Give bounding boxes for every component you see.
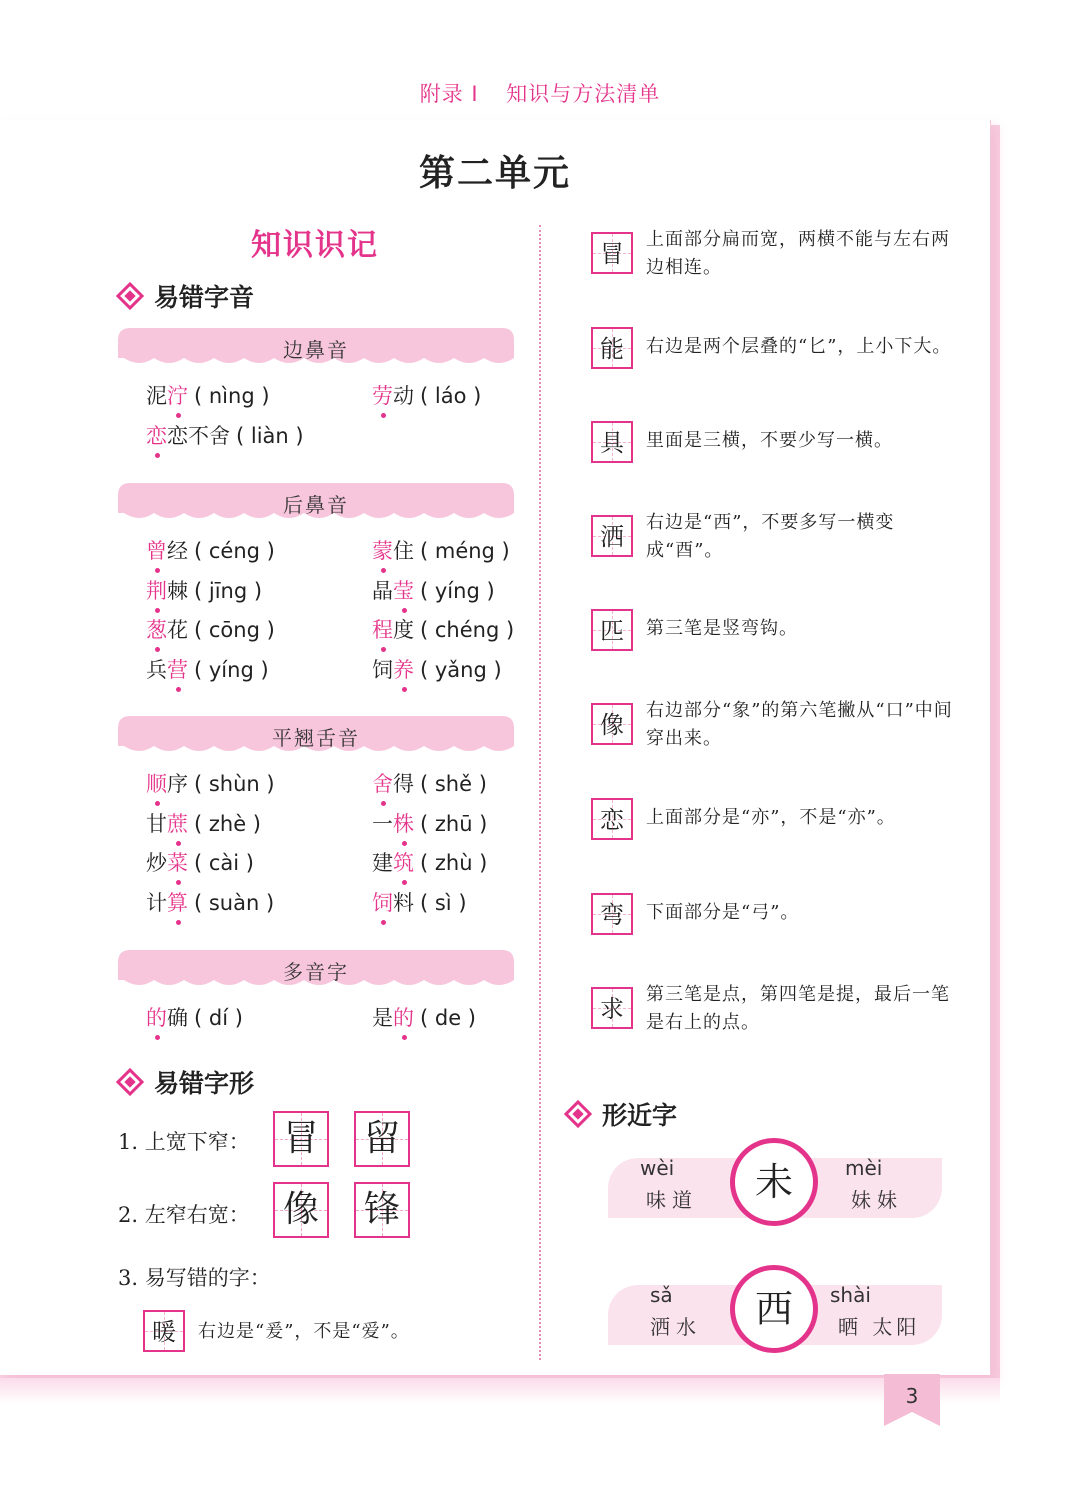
pinyin: ( dí ) <box>194 1006 243 1030</box>
pinyin: ( suàn ) <box>194 890 275 915</box>
word-char: 舍 <box>209 423 230 448</box>
left-pinyin: sǎ <box>650 1283 673 1307</box>
word-char: 一 <box>372 811 393 836</box>
pinyin: ( yíng ) <box>420 578 495 603</box>
glyph-tip-text: 第三笔是竖弯钩。 <box>646 618 798 639</box>
section-xing-jin-label: 形近字 <box>602 1101 678 1130</box>
word-pronunciation <box>372 887 467 917</box>
pinyin: ( shùn ) <box>194 772 275 796</box>
word-pronunciation <box>146 575 262 605</box>
pinyin: ( zhè ) <box>194 811 261 836</box>
pinyin: ( méng ) <box>420 539 510 563</box>
tian-grid-char: 能 <box>591 327 633 369</box>
category-banner <box>118 328 514 366</box>
word-char: 得 <box>393 772 414 796</box>
highlighted-char: 算 <box>167 887 188 917</box>
word-pronunciation <box>146 654 269 684</box>
tian-grid-char: 暖 <box>143 1310 185 1352</box>
pinyin: ( cōng ) <box>194 618 275 642</box>
highlighted-char: 葱 <box>146 614 167 644</box>
highlighted-char: 泞 <box>167 380 188 410</box>
word-char: 住 <box>393 539 414 563</box>
word-char: 经 <box>167 539 188 563</box>
highlighted-char: 饲 <box>372 887 393 917</box>
tian-grid-char: 冒 <box>591 232 633 274</box>
category-banner-label: 后鼻音 <box>283 493 349 517</box>
glyph-tip-text: 上面部分扁而宽，两横不能与左右两边相连。 <box>646 229 950 278</box>
page-number: 3 <box>905 1384 919 1408</box>
pinyin: ( zhū ) <box>420 811 488 836</box>
pinyin: ( chéng ) <box>420 618 515 642</box>
word-pronunciation <box>372 808 487 838</box>
pinyin: ( yǎng ) <box>420 657 502 682</box>
word-char: 饲 <box>372 657 393 682</box>
section-zi-xing-label: 易错字形 <box>154 1069 255 1098</box>
right-pinyin: mèi <box>845 1156 883 1180</box>
highlighted-char: 程 <box>372 614 393 644</box>
pinyin: ( de ) <box>420 1006 476 1030</box>
word-char: 甘 <box>146 811 167 836</box>
highlighted-char: 株 <box>393 808 414 838</box>
section-zi-yin <box>120 278 254 314</box>
glyph-item-label: 2. 左窄右宽： <box>118 1203 250 1227</box>
right-word: 妹妹 <box>851 1188 903 1212</box>
right-word: 晒 太阳 <box>838 1315 921 1339</box>
knowledge-title: 知识识记 <box>251 228 379 263</box>
word-char: 泥 <box>146 384 167 408</box>
word-char: 晶 <box>372 578 393 603</box>
category-banner <box>118 483 514 521</box>
highlighted-char: 曾 <box>146 535 167 565</box>
bottom-band <box>0 1378 1000 1404</box>
highlighted-char: 养 <box>393 654 414 684</box>
word-pronunciation <box>146 847 254 877</box>
header-title: 知识与方法清单 <box>506 82 661 106</box>
word-pronunciation <box>146 887 274 917</box>
category-banner-label: 边鼻音 <box>283 338 349 362</box>
highlighted-char: 顺 <box>146 768 167 798</box>
center-char: 西 <box>730 1265 818 1353</box>
tian-grid-char: 洒 <box>591 515 633 557</box>
tian-grid-char: 像 <box>591 703 633 745</box>
pinyin: ( láo ) <box>420 384 482 408</box>
similar-char-card <box>608 1277 942 1343</box>
word-pronunciation <box>146 380 270 410</box>
glyph-tip-text: 下面部分是“弓”。 <box>646 902 800 923</box>
word-pronunciation <box>146 768 275 798</box>
column-divider <box>539 225 541 1360</box>
tian-grid-char: 匹 <box>591 609 633 651</box>
pinyin: ( shě ) <box>420 772 487 796</box>
left-word: 味道 <box>646 1188 698 1212</box>
page-number-tab <box>884 1374 940 1426</box>
pinyin: ( yíng ) <box>194 657 269 682</box>
tian-grid-char: 冒 <box>273 1111 329 1167</box>
category-banner-label: 平翘舌音 <box>272 726 360 750</box>
word-char: 是 <box>372 1006 393 1030</box>
diamond-icon <box>564 1100 592 1128</box>
word-char: 计 <box>146 890 167 915</box>
left-pinyin: wèi <box>640 1156 675 1180</box>
word-pronunciation <box>372 847 487 877</box>
word-char: 动 <box>393 384 414 408</box>
diamond-icon <box>116 282 144 310</box>
glyph-tip-text: 右边是“西”，不要多写一横变成“酉”。 <box>646 512 895 561</box>
tian-grid-char: 锋 <box>354 1182 410 1238</box>
similar-char-card <box>608 1150 942 1216</box>
glyph-tip-text: 里面是三横，不要少写一横。 <box>646 430 893 451</box>
glyph-item-label: 3. 易写错的字： <box>118 1266 271 1290</box>
diamond-icon <box>116 1068 144 1096</box>
word-char: 料 <box>393 890 414 915</box>
word-pronunciation <box>372 654 502 684</box>
word-pronunciation <box>146 808 261 838</box>
section-zi-xing <box>120 1064 254 1100</box>
word-pronunciation <box>146 535 275 565</box>
highlighted-char: 菜 <box>167 847 188 877</box>
pinyin: ( liàn ) <box>236 423 304 448</box>
glyph-tip-text: 右边部分“象”的第六笔撇从“口”中间穿出来。 <box>646 700 953 749</box>
word-pronunciation <box>372 380 481 410</box>
word-pronunciation <box>372 535 510 565</box>
left-word: 洒水 <box>650 1315 702 1339</box>
section-zi-yin-label: 易错字音 <box>154 283 255 312</box>
highlighted-char: 莹 <box>393 575 414 605</box>
highlighted-char: 舍 <box>372 768 393 798</box>
highlighted-char: 恋 <box>146 420 167 450</box>
pinyin: ( sì ) <box>420 890 467 915</box>
pinyin: ( zhù ) <box>420 851 488 875</box>
pinyin: ( nìng ) <box>194 384 270 408</box>
tian-grid-char: 求 <box>591 987 633 1029</box>
category-banner <box>118 950 514 988</box>
glyph-item-label: 1. 上宽下窄： <box>118 1130 250 1154</box>
category-banner-label: 多音字 <box>283 960 349 984</box>
center-char: 未 <box>730 1138 818 1226</box>
word-char: 不 <box>188 423 209 448</box>
word-pronunciation <box>146 420 304 450</box>
word-pronunciation <box>146 1002 243 1032</box>
section-xing-jin <box>568 1096 677 1132</box>
right-pinyin: shài <box>830 1283 871 1307</box>
tian-grid-char: 像 <box>273 1182 329 1238</box>
highlighted-char: 蒙 <box>372 535 393 565</box>
glyph-tip-text: 第三笔是点，第四笔是提，最后一笔是右上的点。 <box>646 984 950 1033</box>
tian-grid-char: 具 <box>591 421 633 463</box>
word-pronunciation <box>372 575 495 605</box>
highlighted-char: 劳 <box>372 380 393 410</box>
word-char: 花 <box>167 618 188 642</box>
word-char: 确 <box>167 1006 188 1030</box>
tian-grid-char: 留 <box>354 1111 410 1167</box>
word-pronunciation <box>372 614 514 644</box>
highlighted-char: 荆 <box>146 575 167 605</box>
word-char: 棘 <box>167 578 188 603</box>
word-pronunciation <box>372 768 487 798</box>
pinyin: ( cài ) <box>194 851 254 875</box>
glyph-tip-text: 右边是两个层叠的“匕”，上小下大。 <box>646 336 952 357</box>
nuan-tip: 右边是“爰”，不是“爱”。 <box>198 1321 410 1342</box>
category-banner <box>118 716 514 754</box>
word-char: 建 <box>372 851 393 875</box>
highlighted-char: 蔗 <box>167 808 188 838</box>
word-char: 炒 <box>146 851 167 875</box>
appendix-label: 附录 I <box>419 82 479 106</box>
word-char: 兵 <box>146 657 167 682</box>
page-header <box>0 78 1080 108</box>
word-pronunciation <box>372 1002 476 1032</box>
unit-title: 第二单元 <box>418 153 571 194</box>
tian-grid-char: 弯 <box>591 893 633 935</box>
glyph-tip-text: 上面部分是“亦”，不是“亦”。 <box>646 807 896 828</box>
word-char: 序 <box>167 772 188 796</box>
highlighted-char: 的 <box>393 1002 414 1032</box>
word-char: 恋 <box>167 423 188 448</box>
pinyin: ( céng ) <box>194 539 275 563</box>
tian-grid-char: 恋 <box>591 798 633 840</box>
pinyin: ( jīng ) <box>194 578 263 603</box>
highlighted-char: 的 <box>146 1002 167 1032</box>
highlighted-char: 筑 <box>393 847 414 877</box>
highlighted-char: 营 <box>167 654 188 684</box>
word-pronunciation <box>146 614 275 644</box>
word-char: 度 <box>393 618 414 642</box>
